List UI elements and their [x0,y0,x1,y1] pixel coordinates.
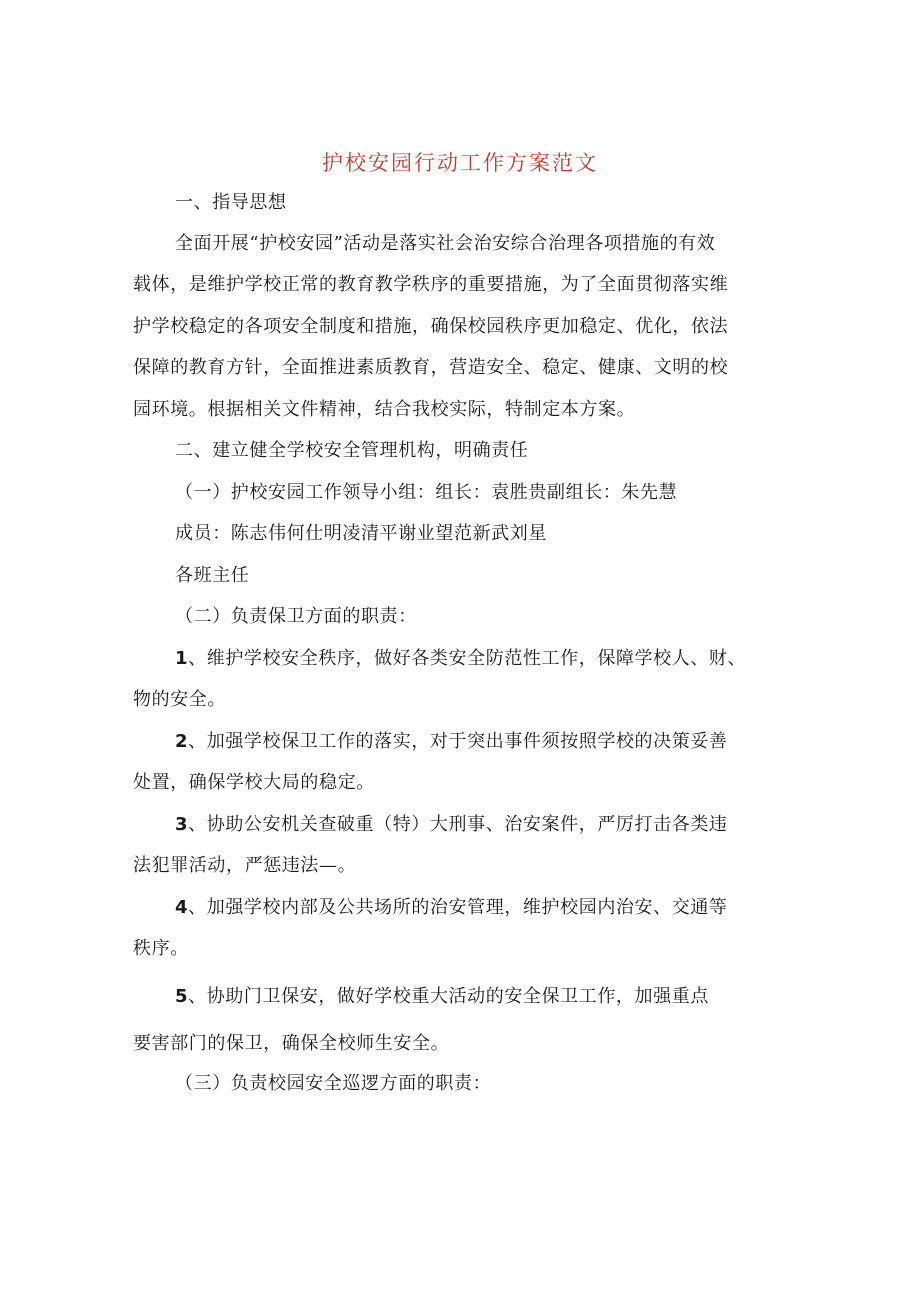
duty-number: 4 [175,897,189,918]
members-line: 成员：陈志伟何仕明凌清平谢业望范新武刘星 [175,523,547,544]
subsection-security-duties: （二）负责保卫方面的职责： [175,606,417,627]
subsection-patrol-duties: （三）负责校园安全巡逻方面的职责： [175,1073,492,1094]
duty-item-5-continued: 要害部门的保卫，确保全校师生安全。 [133,1033,450,1054]
duty-number: 2 [175,731,189,752]
paragraph-line: 全面开展“护校安园”活动是落实社会治安综合治理各项措施的有效 [175,233,716,254]
duty-item-1-continued: 物的安全。 [133,689,226,710]
duty-text: 、加强学校保卫工作的落实，对于突出事件须按照学校的决策妥善 [188,731,728,752]
duty-item-5 [175,982,709,1012]
duty-text: 、维护学校安全秩序，做好各类安全防范性工作，保障学校人、财、 [188,648,747,669]
duty-text: 、协助公安机关查破重（特）大刑事、治安案件，严厉打击各类违 [188,814,728,835]
document-title: 护校安园行动工作方案范文 [322,151,598,175]
duty-number: 3 [175,814,189,835]
class-heads-line: 各班主任 [175,565,250,586]
duty-item-3-continued: 法犯罪活动，严惩违法—。 [133,855,357,876]
duty-item-2 [175,727,728,757]
section-heading-safety-organization: 二、建立健全学校安全管理机构，明确责任 [175,440,529,461]
duty-text: 、加强学校内部及公共场所的治安管理，维护校园内治安、交通等 [188,897,728,918]
paragraph-line: 园环境。根据相关文件精神，结合我校实际，特制定本方案。 [133,399,636,420]
duty-number: 5 [175,986,189,1007]
duty-text: 、协助门卫保安，做好学校重大活动的安全保卫工作，加强重点 [188,986,709,1007]
duty-item-2-continued: 处置，确保学校大局的稳定。 [133,772,375,793]
duty-item-4 [175,893,728,923]
paragraph-line: 保障的教育方针，全面推进素质教育，营造安全、稳定、健康、文明的校 [133,357,729,378]
subsection-leadership-group: （一）护校安园工作领导小组：组长：袁胜贵副组长：朱先慧 [175,482,678,503]
duty-item-1 [175,644,746,674]
duty-number: 1 [175,648,189,669]
duty-item-4-continued: 秩序。 [133,938,189,959]
section-heading-guiding-ideology: 一、指导思想 [175,192,287,213]
duty-item-3 [175,810,728,840]
paragraph-line: 载体，是维护学校正常的教育教学秩序的重要措施，为了全面贯彻落实维 [133,274,729,295]
paragraph-line: 护学校稳定的各项安全制度和措施，确保校园秩序更加稳定、优化，依法 [133,316,729,337]
